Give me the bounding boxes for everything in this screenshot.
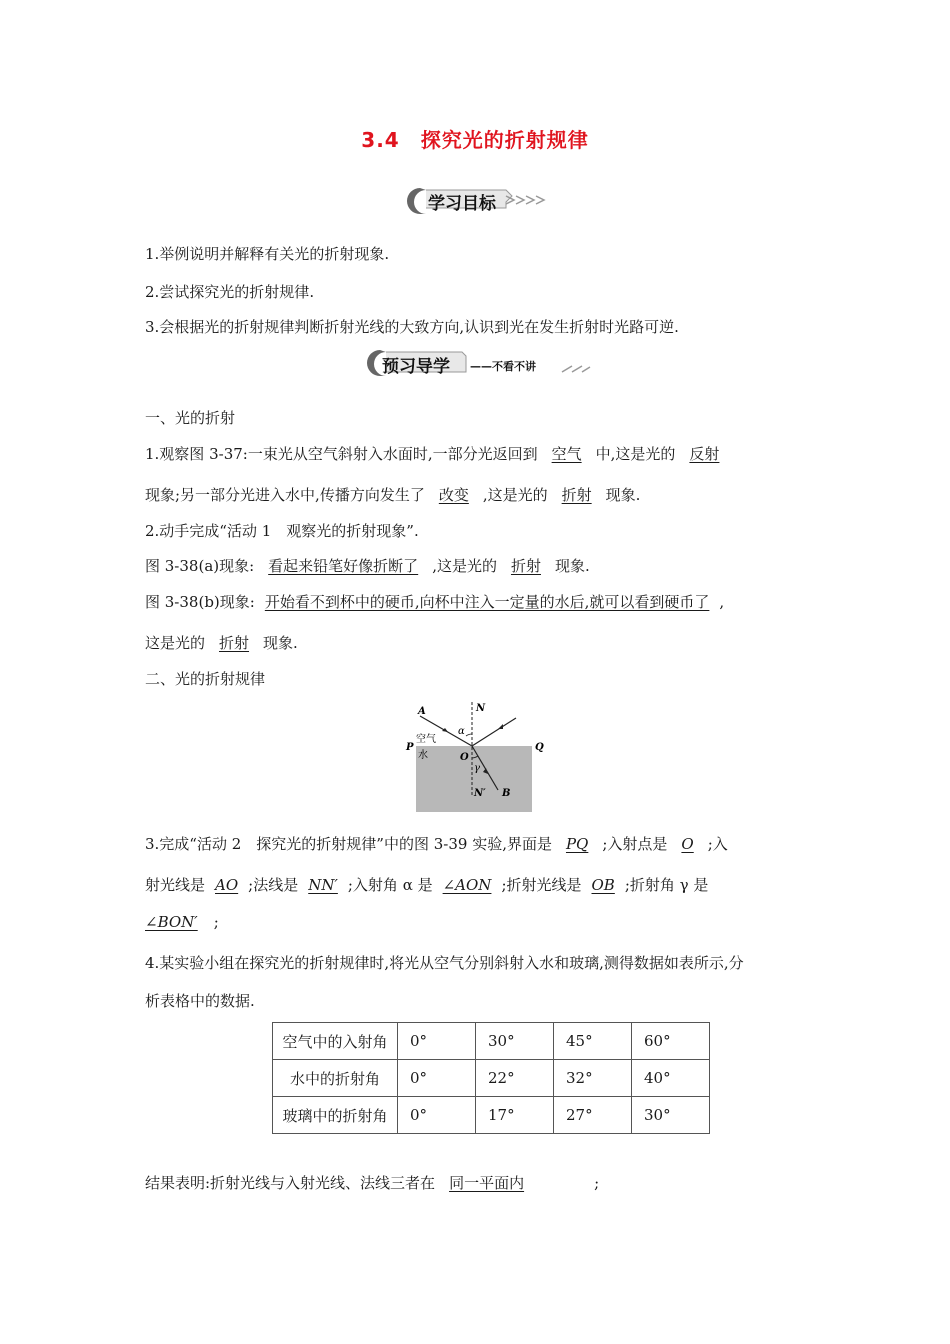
table-row <box>273 1060 710 1097</box>
table-cell: 45° <box>554 1023 632 1060</box>
label-P: P <box>406 742 414 753</box>
q3-text: ;入 <box>707 835 728 853</box>
fig38b-text: 图 3-38(b)现象: <box>145 593 255 611</box>
answer-blank: 开始看不到杯中的硬币,向杯中注入一定量的水后,就可以看到硬币了 <box>264 593 710 611</box>
row-header: 水中的折射角 <box>273 1060 398 1097</box>
data-table <box>272 1022 710 1134</box>
q1-text: ,这是光的 <box>482 486 548 504</box>
question-3-line-3 <box>145 913 219 931</box>
q1-text: 1.观察图 3-37:一束光从空气斜射入水面时,一部分光返回到 <box>145 445 538 463</box>
fig38b-text: 现象. <box>263 634 298 652</box>
label-air: 空气 <box>416 734 436 745</box>
table-cell: 30° <box>476 1023 554 1060</box>
row-header: 空气中的入射角 <box>273 1023 398 1060</box>
table-cell: 0° <box>398 1097 476 1134</box>
question-3-line-1 <box>145 833 728 854</box>
fig38a-text: 图 3-38(a)现象: <box>145 557 255 575</box>
table-row <box>273 1023 710 1060</box>
answer-blank: 看起来铅笔好像折断了 <box>268 557 419 575</box>
answer-blank: 同一平面内 <box>449 1174 525 1192</box>
objective-3: 3.会根据光的折射规律判断折射光线的大致方向,认识到光在发生折射时光路可逆. <box>145 318 679 336</box>
fig38b-text: , <box>719 593 725 611</box>
objective-1: 1.举例说明并解释有关光的折射现象. <box>145 245 390 263</box>
section-heading-2: 二、光的折射规律 <box>145 670 266 688</box>
answer-blank: 改变 <box>438 486 469 504</box>
table-cell: 30° <box>632 1097 710 1134</box>
table-cell: 22° <box>476 1060 554 1097</box>
objective-2: 2.尝试探究光的折射规律. <box>145 283 315 301</box>
angle-arc <box>466 734 472 736</box>
label-B: B <box>502 788 511 799</box>
question-2: 2.动手完成“活动 1 观察光的折射现象”. <box>145 522 419 540</box>
section-banner-preview <box>366 346 596 382</box>
banner-subtitle: ——不看不讲 <box>470 360 536 373</box>
q1-text: 中,这是光的 <box>595 445 676 463</box>
answer-blank: AO <box>215 876 239 894</box>
water-region <box>416 746 532 812</box>
label-alpha: α <box>458 726 465 737</box>
result-text: ; <box>594 1174 600 1192</box>
table-row <box>273 1097 710 1134</box>
q3-text: ;折射光线是 <box>501 876 582 894</box>
answer-blank: 反射 <box>689 445 720 463</box>
q1-text: 现象;另一部分光进入水中,传播方向发生了 <box>145 486 425 504</box>
label-O: O <box>460 752 469 763</box>
table-cell: 40° <box>632 1060 710 1097</box>
q3-text: ;法线是 <box>248 876 299 894</box>
q3-text: ;折射角 γ 是 <box>624 876 709 894</box>
arrow-icon <box>498 724 503 729</box>
question-4-line-1: 4.某实验小组在探究光的折射规律时,将光从空气分别斜射入水和玻璃,测得数据如表所示,分 <box>145 954 744 972</box>
page-title: 3.4 探究光的折射规律 <box>361 128 589 152</box>
answer-blank: ∠BON′ <box>145 913 198 931</box>
q3-text: ;入射角 α 是 <box>347 876 433 894</box>
answer-blank: ∠AON <box>442 876 492 894</box>
label-gamma: γ <box>474 763 480 774</box>
answer-blank: OB <box>591 876 615 894</box>
section-heading-1: 一、光的折射 <box>145 409 236 427</box>
refraction-diagram <box>390 698 560 816</box>
figure-38b-line-2 <box>145 632 298 653</box>
label-N-prime: N′ <box>474 788 486 799</box>
table-cell: 0° <box>398 1060 476 1097</box>
label-Q: Q <box>535 742 544 753</box>
table-cell: 60° <box>632 1023 710 1060</box>
label-water: 水 <box>418 750 428 761</box>
table-cell: 0° <box>398 1023 476 1060</box>
q3-text: ;入射点是 <box>602 835 668 853</box>
banner-title: 学习目标 <box>428 194 496 214</box>
q3-text: ; <box>213 913 219 931</box>
label-N: N <box>476 703 486 714</box>
label-A: A <box>418 706 426 717</box>
answer-blank: 折射 <box>561 486 592 504</box>
figure-38b-line-1 <box>145 591 724 612</box>
q3-text: 3.完成“活动 2 探究光的折射规律”中的图 3-39 实验,界面是 <box>145 835 552 853</box>
table-cell: 32° <box>554 1060 632 1097</box>
figure-38a-line <box>145 555 590 576</box>
question-1-line-1 <box>145 443 733 464</box>
answer-blank: NN′ <box>308 876 338 894</box>
answer-blank: PQ <box>565 835 589 853</box>
answer-blank: O <box>681 835 694 853</box>
result-line <box>145 1172 599 1193</box>
banner-title: 预习导学 <box>382 357 450 377</box>
answer-blank: 折射 <box>510 557 541 575</box>
reflected-ray <box>472 718 516 746</box>
answer-blank: 折射 <box>219 634 250 652</box>
question-4-line-2: 析表格中的数据. <box>145 992 255 1010</box>
fig38a-text: ,这是光的 <box>432 557 497 575</box>
q1-text: 现象. <box>605 486 641 504</box>
answer-blank: 空气 <box>551 445 582 463</box>
q3-text: 射光线是 <box>145 876 206 894</box>
fig38a-text: 现象. <box>554 557 590 575</box>
question-1-line-2 <box>145 484 640 505</box>
table-cell: 27° <box>554 1097 632 1134</box>
section-banner-objectives <box>406 184 556 220</box>
fig38b-text: 这是光的 <box>145 634 206 652</box>
row-header: 玻璃中的折射角 <box>273 1097 398 1134</box>
result-text: 结果表明:折射光线与入射光线、法线三者在 <box>145 1174 436 1192</box>
table-cell: 17° <box>476 1097 554 1134</box>
question-3-line-2 <box>145 874 708 895</box>
